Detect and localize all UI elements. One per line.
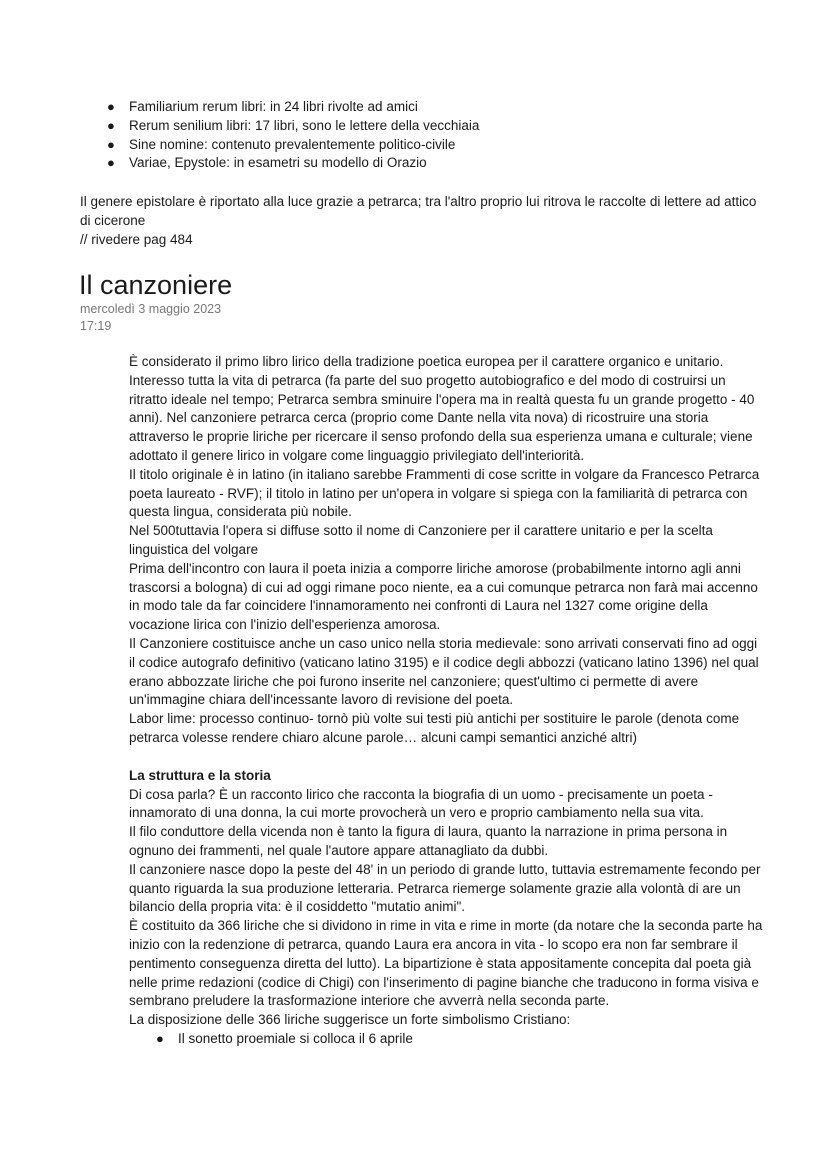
body-paragraph: Il Canzoniere costituisce anche un caso unico nella storia medievale: sono arrivati conservati fino ad oggi il codice autografo definitivo (vaticano latino 3195) e il codice degli abbozzi (vaticano latino 1396) nel qual erano abbozzate liriche che poi furono inserite nel canzoniere; quest'ultimo ci permette di avere un'immagine chiara dell'incessante lavoro di revisione del poeta. — [129, 635, 759, 708]
bullet-icon: ● — [107, 117, 115, 133]
list-item: ● Variae, Epystole: in esametri su modello di Orazio — [80, 154, 760, 173]
bullet-icon: ● — [156, 1030, 164, 1046]
note-body — [129, 353, 765, 1049]
body-paragraph: Di cosa parla? È un racconto lirico che racconta la biografia di un uomo - precisamente un poeta - innamorato di una donna, la cui morte provocherà un vero e proprio cambiamento nella sua vita. — [129, 786, 713, 821]
bullet-icon: ● — [107, 99, 115, 114]
body-paragraph: Il filo conduttore della vicenda non è tanto la figura di laura, quanto la narrazione in prima persona in ognuno dei frammenti, nel quale l'autore appare attanagliato da dubbi. — [129, 824, 728, 858]
body-paragraph: È considerato il primo libro lirico della tradizione poetica europea per il carattere organico e unitario. Interesso tutta la vita di petrarca (fa parte del suo progetto autobiografico e del modo di costruirsi un ritratto ideale nel tempo; Petrarca sembra sminuire l'opera ma in realtà questa fu un grande progetto - 40 anni). Nel canzoniere petrarca cerca (proprio come Dante nella vita nova) di ricostruire una storia attraverso le proprie liriche per ricercare il senso profondo della sua esperienza umana e culturale; viene adottato il genere lirico in volgare come linguaggio privilegiato dell'interiorità. — [129, 354, 755, 463]
review-note: // rivedere pag 484 — [80, 231, 193, 247]
body-paragraph: Il canzoniere nasce dopo la peste del 48' in un periodo di grande lutto, tuttavia estremamente fecondo per quanto riguarda la sua produzione letteraria. Petrarca riemerge solamente grazie alla volontà di are un bilancio della propria vita: è il cosiddetto "mutatio animi". — [129, 861, 761, 915]
body-paragraph: Il titolo originale è in latino (in italiano sarebbe Frammenti di cose scritte in volgare da Francesco Petrarca poeta laureato - RVF); il titolo in latino per un'opera in volgare si spiega con la familiarità di petrarca con questa lingua, considerata più nobile. — [129, 466, 760, 520]
list-item: ● Sine nomine: contenuto prevalentemente politico-civile — [80, 136, 760, 155]
bullet-icon: ● — [107, 136, 115, 152]
body-paragraph: Labor lime: processo continuo- tornò più volte sui testi più antichi per sostituire le parole (denota come petrarca volesse rendere chiaro alcune parole… alcuni campi semantici anziché altri) — [129, 711, 740, 745]
intro-paragraph: Il genere epistolare è riportato alla luce grazie a petrarca; tra l'altro proprio lui ritrova le raccolte di lettere ad attico di cicerone — [80, 194, 757, 228]
section-subheading: La struttura e la storia — [129, 767, 271, 783]
symbolism-list — [129, 1030, 765, 1049]
page-date: mercoledì 3 maggio 2023 — [80, 302, 222, 316]
page-time: 17:19 — [80, 319, 112, 333]
body-paragraph: È costituito da 366 liriche che si dividono in rime in vita e rime in morte (da notare che la seconda parte ha inizio con la redenzione di petrarca, quando Laura era ancora in vita - lo scopo era non far sembrare il pentimento conseguenza diretta del lutto). La bipartizione è stata appositamente concepita dal poeta già nelle prime redazioni (codice di Chigi) con l'inserimento di pagine bianche che traducono in forma visiva e sembrano preludere la trasformazione interiore che avverrà nella seconda parte. — [129, 918, 763, 1009]
body-paragraph: Prima dell'incontro con laura il poeta inizia a comporre liriche amorose (probabilmente intorno agli anni trascorsi a bologna) di cui ad oggi rimane poco niente, ea a cui comunque petrarca non farà mai accenno in modo tale da far coincidere l'innamoramento nei confronti di Laura nel 1327 come origine della vocazione lirica con l'inizio dell'esperienza amorosa. — [129, 560, 758, 633]
body-paragraph: Nel 500tuttavia l'opera si diffuse sotto il nome di Canzoniere per il carattere unitario e per la scelta linguistica del volgare — [129, 523, 713, 557]
page-title: Il canzoniere — [79, 270, 233, 300]
intro-block — [80, 193, 760, 249]
epistolary-works-list — [80, 98, 760, 173]
list-item: ● Familiarium rerum libri: in 24 libri rivolte ad amici — [80, 98, 760, 117]
spacer — [129, 748, 765, 767]
page-meta — [80, 301, 221, 335]
bullet-icon: ● — [107, 155, 115, 171]
body-paragraph: La disposizione delle 366 liriche suggerisce un forte simbolismo Cristiano: — [129, 1012, 571, 1028]
list-item: ● Rerum senilium libri: 17 libri, sono le lettere della vecchiaia — [80, 117, 760, 136]
list-item: ● Il sonetto proemiale si colloca il 6 aprile — [129, 1030, 765, 1049]
